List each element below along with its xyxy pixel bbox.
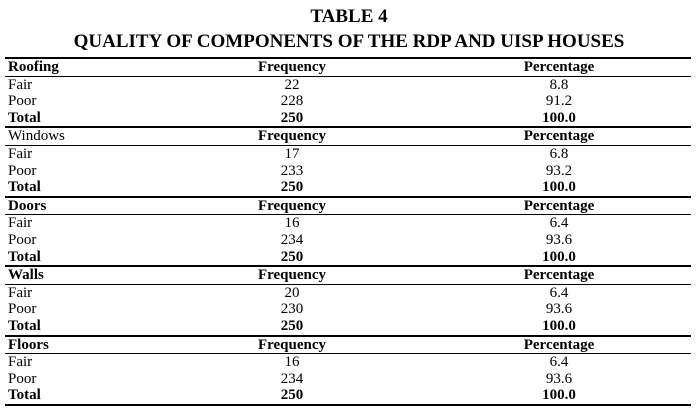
frequency-value: 16 [284,354,300,371]
table-title: QUALITY OF COMPONENTS OF THE RDP AND UISP HOUSES [73,31,625,52]
row-label: Fair [8,284,33,301]
section-walls [5,267,691,336]
component-name: Floors [8,336,49,353]
percentage-value: 93.6 [545,370,573,387]
frequency-header: Frequency [257,336,327,353]
percentage-value: 6.4 [549,215,569,232]
table-row [5,232,691,249]
row-label: Poor [8,93,37,110]
component-name: Roofing [8,59,59,75]
section-doors [5,198,691,267]
total-label: Total [8,387,41,404]
frequency-value: 234 [280,370,304,387]
frequency-value: 228 [280,93,304,110]
row-label: Fair [8,215,33,232]
frequency-value: 16 [284,215,300,232]
quality-table [5,57,691,406]
table-row [5,354,691,371]
percentage-value: 93.2 [545,162,573,179]
percentage-value: 93.6 [545,301,573,318]
total-row [5,318,691,335]
section-header-row [5,267,691,285]
component-name: Walls [8,267,44,284]
frequency-header: Frequency [257,197,327,214]
frequency-header: Frequency [257,59,327,75]
frequency-value: 233 [280,162,304,179]
component-name: Windows [8,128,65,145]
section-header-row [5,198,691,216]
percentage-value: 8.8 [549,76,569,93]
percentage-header: Percentage [523,336,595,353]
table-row [5,93,691,110]
table-row [5,77,691,94]
table-row [5,215,691,232]
percentage-header: Percentage [523,197,595,214]
total-row [5,110,691,127]
frequency-header: Frequency [257,267,327,284]
section-header-row [5,337,691,355]
section-header-row [5,59,691,77]
total-row [5,179,691,196]
frequency-value: 17 [284,145,300,162]
table-number: TABLE 4 [310,6,388,27]
frequency-value: 234 [280,231,304,248]
percentage-value: 6.4 [549,284,569,301]
total-label: Total [8,109,41,126]
percentage-header: Percentage [523,128,595,145]
row-label: Poor [8,370,37,387]
total-frequency: 250 [280,387,304,404]
row-label: Fair [8,145,33,162]
frequency-value: 230 [280,301,304,318]
section-windows [5,128,691,197]
total-frequency: 250 [280,109,304,126]
total-label: Total [8,179,41,196]
percentage-header: Percentage [523,267,595,284]
table-row [5,146,691,163]
row-label: Fair [8,354,33,371]
table-row [5,301,691,318]
component-name: Doors [8,197,47,214]
total-frequency: 250 [280,179,304,196]
total-percentage: 100.0 [542,317,576,334]
table-row [5,163,691,180]
percentage-value: 6.4 [549,354,569,371]
frequency-header: Frequency [257,128,327,145]
percentage-header: Percentage [523,59,595,75]
row-label: Poor [8,231,37,248]
total-percentage: 100.0 [542,387,576,404]
row-label: Poor [8,301,37,318]
percentage-value: 91.2 [545,93,573,110]
total-label: Total [8,317,41,334]
total-percentage: 100.0 [542,248,576,265]
section-header-row [5,128,691,146]
row-label: Poor [8,162,37,179]
percentage-value: 93.6 [545,231,573,248]
percentage-value: 6.8 [549,145,569,162]
total-percentage: 100.0 [542,179,576,196]
total-percentage: 100.0 [542,109,576,126]
total-label: Total [8,248,41,265]
total-row [5,387,691,404]
total-frequency: 250 [280,248,304,265]
frequency-value: 20 [284,284,300,301]
row-label: Fair [8,76,33,93]
total-frequency: 250 [280,317,304,334]
total-row [5,249,691,266]
frequency-value: 22 [284,76,300,93]
section-floors [5,337,691,406]
table-row [5,285,691,302]
section-roofing [5,57,691,128]
table-row [5,371,691,388]
